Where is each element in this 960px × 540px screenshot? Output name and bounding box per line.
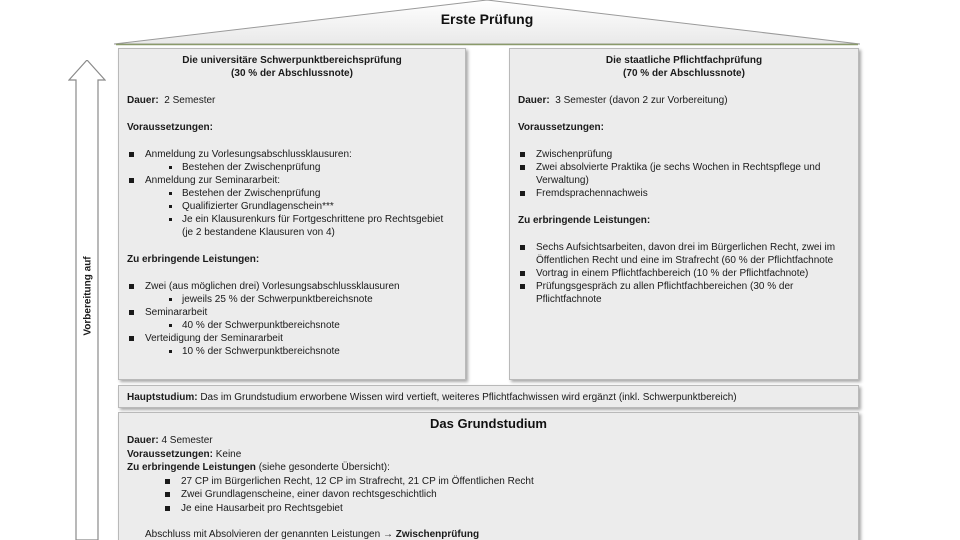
state-duties-list (518, 241, 850, 306)
list-item: Zwischenprüfung (518, 148, 850, 161)
list-item: Zwei (aus möglichen drei) Vorlesungsabschlussklausuren jeweils 25 % der Schwerpunktbereichsnote (127, 280, 457, 306)
list-item: Anmeldung zur Seminararbeit: Bestehen der Zwischenprüfung Qualifizierter Grundlagenschein*** Je ein Klausurenkurs für Fortgeschrittene pro Rechtsgebiet (je 2 bestandene Klausuren von 4) (127, 174, 457, 239)
arrow-right-icon: → (382, 529, 393, 540)
list-subitem: 10 % der Schwerpunktbereichsnote (145, 345, 457, 358)
roof-title: Erste Prüfung (440, 11, 534, 27)
state-duration: Dauer: 3 Semester (davon 2 zur Vorbereitung) (518, 95, 728, 106)
grundstudium-duties-list (165, 475, 850, 516)
grundstudium-title: Das Grundstudium (429, 416, 547, 431)
grundstudium-duties-heading: Zu erbringende Leistungen (siehe gesonderte Übersicht): (127, 462, 390, 473)
list-item: Sechs Aufsichtsarbeiten, davon drei im Bürgerlichen Recht, zwei im Öffentlichen Recht und eine im Strafrecht (60 % der Pflichtfachnote (518, 241, 850, 267)
list-item: Seminararbeit 40 % der Schwerpunktbereichsnote (127, 306, 457, 332)
grundstudium-final: Abschluss mit Absolvieren der genannten Leistungen → Zwischenprüfung (145, 529, 480, 540)
university-exam-subtitle: (30 % der Abschlussnote) (231, 68, 353, 79)
hauptstudium-text: Das im Grundstudium erworbene Wissen wird vertieft, weiteres Pflichtfachwissen wird ergänzt (inkl. Schwerpunktbereich) (200, 392, 737, 403)
list-subitem: 40 % der Schwerpunktbereichsnote (145, 319, 457, 332)
list-subitem: jeweils 25 % der Schwerpunktbereichsnote (145, 293, 457, 306)
state-duties-heading: Zu erbringende Leistungen: (518, 215, 651, 226)
grundstudium-box (118, 412, 859, 540)
state-prereq-list (518, 148, 850, 200)
list-item: Fremdsprachennachweis (518, 187, 850, 200)
list-item: Vortrag in einem Pflichtfachbereich (10 % der Pflichtfachnote) (518, 267, 850, 280)
list-subitem: Qualifizierter Grundlagenschein*** (145, 200, 457, 213)
university-exam-box (118, 48, 466, 380)
hauptstudium-bar (118, 385, 859, 408)
university-exam-title: Die universitäre Schwerpunktbereichsprüfung (182, 55, 402, 66)
state-exam-title: Die staatliche Pflichtfachprüfung (605, 55, 763, 66)
university-duties-heading: Zu erbringende Leistungen: (127, 254, 260, 265)
list-item: Verteidigung der Seminararbeit 10 % der Schwerpunktbereichsnote (127, 332, 457, 358)
state-prereq-heading: Voraussetzungen: (518, 122, 604, 133)
grundstudium-duration: Dauer: 4 Semester (127, 435, 213, 446)
grundstudium-prereq: Voraussetzungen: Keine (127, 448, 242, 460)
list-subitem: Bestehen der Zwischenprüfung (145, 187, 457, 200)
list-item: Prüfungsgespräch zu allen Pflichtfachbereichen (30 % der Pflichtfachnote (518, 280, 850, 306)
university-prereq-list (127, 148, 457, 239)
list-item: 27 CP im Bürgerlichen Recht, 12 CP im Strafrecht, 21 CP im Öffentlichen Recht (165, 475, 850, 489)
list-item: Je eine Hausarbeit pro Rechtsgebiet (165, 502, 850, 516)
university-prereq-heading: Voraussetzungen: (127, 122, 213, 133)
list-item: Zwei Grundlagenscheine, einer davon rechtsgeschichtlich (165, 488, 850, 502)
state-exam-box (509, 48, 859, 380)
list-item: Zwei absolvierte Praktika (je sechs Wochen in Rechtspflege und Verwaltung) (518, 161, 850, 187)
university-duration: Dauer: 2 Semester (127, 95, 216, 106)
hauptstudium-label: Hauptstudium: (127, 392, 198, 403)
arrow-label: Vorbereitung auf (82, 256, 94, 336)
list-subitem: Je ein Klausurenkurs für Fortgeschrittene pro Rechtsgebiet (je 2 bestandene Klausuren von 4) (145, 213, 457, 239)
university-duties-list (127, 280, 457, 358)
list-item: Anmeldung zu Vorlesungsabschlussklausuren: Bestehen der Zwischenprüfung (127, 148, 457, 174)
state-exam-subtitle: (70 % der Abschlussnote) (623, 68, 745, 79)
list-subitem: Bestehen der Zwischenprüfung (145, 161, 457, 174)
